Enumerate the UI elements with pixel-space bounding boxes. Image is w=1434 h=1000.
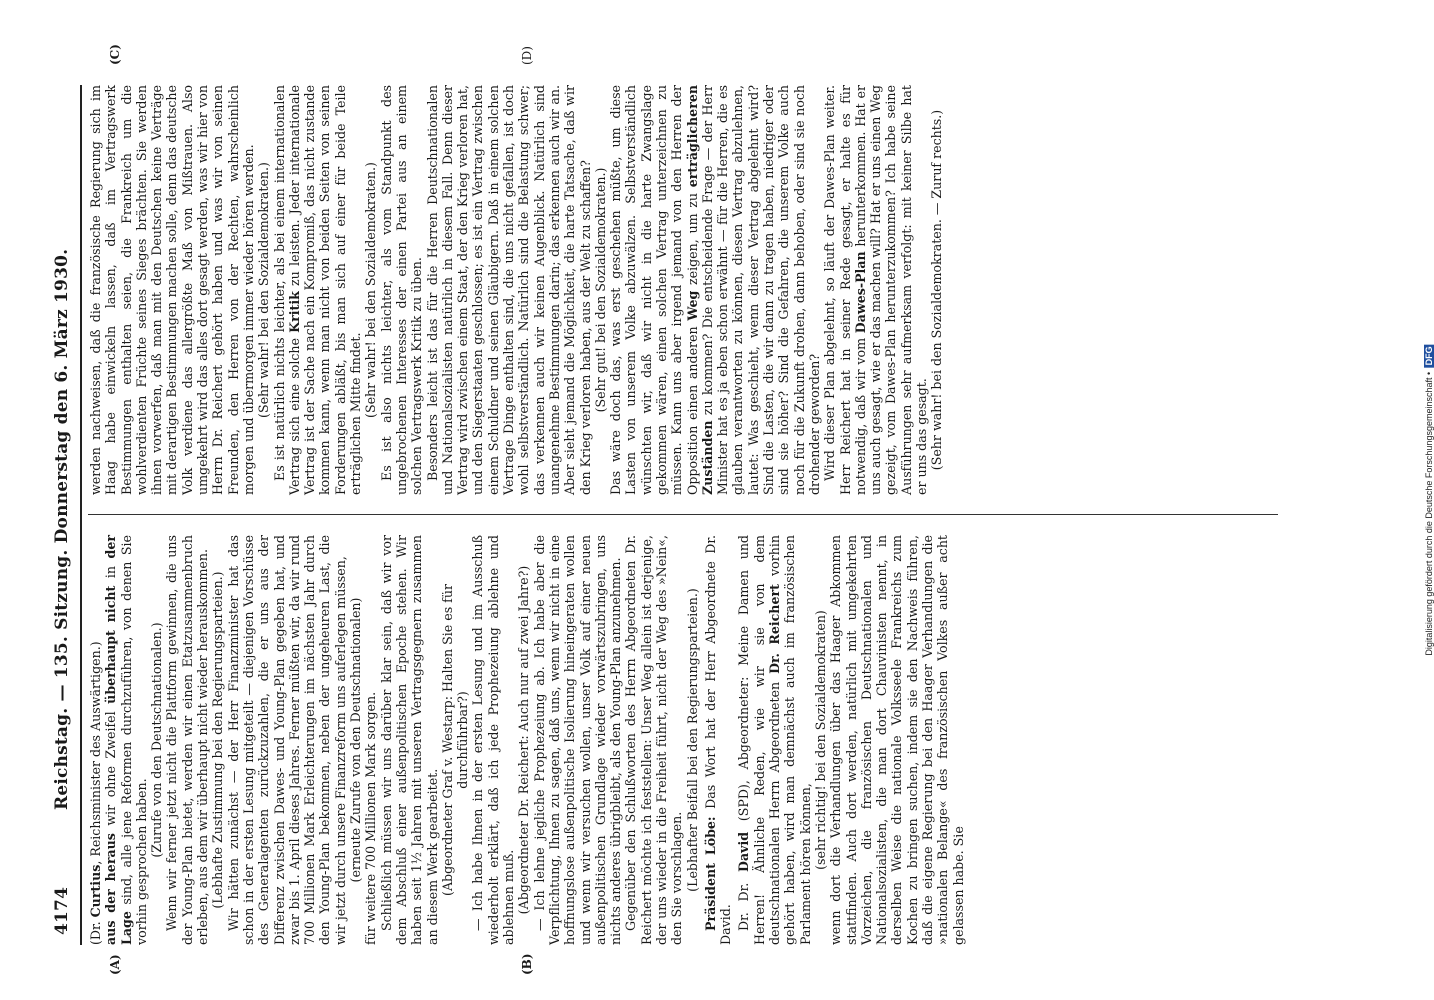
right-column-paragraph: (Sehr wahr! bei den Sozialdemokraten.) [256,162,272,418]
right-column-paragraph: Es ist natürlich nichts leichter, als bei einem internationalen Vertrag sich eine solche Kritik zu leisten. Jeder internationale Vertrag ist der Sache nach ein Kompromiß, das nicht zustande kommen kann, wenn man nicht von beiden Seiten von seinen Forderungen abläßt, bis man sich auf einer für beide Teile erträglichen Mitte findet. [271,85,364,495]
left-column-paragraph: aus der heraus wir ohne Zweifel überhaupt nicht in der Lage sind, alle jene Reformen durchzuführen, von denen Sie vorhin gesprochen haben. [103,535,149,945]
page-number: 4174 [52,886,72,935]
left-column-paragraph: (sehr richtig! bei den Sozialdemokraten) [812,610,828,870]
left-column-paragraph: Gegenüber den Schlußworten des Herrn Abgeordneten Dr. Reichert möchte ich feststellen: Unser Weg allein ist derjenige, der uns wieder in die Freiheit führt, nicht der Weg des »Nein«, den Sie vorschlagen. [623,535,685,945]
left-column-paragraph: Wir hätten zunächst — der Herr Finanzminister hat das schon in der ersten Lesung mitgeteilt — diejenigen Vorschüsse des Generalagenten zurückzuzahlen, die er uns aus der Differenz zwischen Dawes- und Young-Plan gegeben hat, und zwar bis 1. April dieses Jahres. Ferner müßten wir, da wir rund 700 Millionen Mark Erleichterungen im nächsten Jahr durch den Young-Plan bekommen, neben der ungeheuren Last, die wir jetzt durch unsere Finanzreform uns auferlegen müssen, [225,535,348,945]
left-column-paragraph: (Abgeordneter Dr. Reichert: Auch nur auf zwei Jahre?) [516,565,532,915]
right-column-paragraph: (Sehr wahr! bei den Sozialdemokraten. — Zuruf rechts.) [929,109,945,471]
right-column-paragraph: Das wäre doch das, was erst geschehen müßte, um diese Lasten von unserem Volke abzuwälzen. Selbstverständlich wünschten wir, daß wir nicht in die harte Zwangslage gekommen wären, einen solchen Vertrag unterzeichnen zu müssen. Kann uns aber irgend jemand von den Herren der Opposition einen anderen Weg zeigen, um zu erträglicheren Zuständen zu kommen? Die entscheidende Frage — der Herr Minister hat es ja eben schon erwähnt — für die Herren, die es glauben verantworten zu können, diesen Vertrag abzulehnen, lautet: Was geschieht, wenn dieser Vertrag abgelehnt wird? Sind die Lasten, die wir dann zu tragen haben, niedriger oder sind sie höher? Sind die Gefahren, die unserem Volke auch noch für die Zukunft drohen, dann behoben, oder sind sie noch drohender geworden? [608,85,822,495]
left-column-paragraph: — Ich lehne jegliche Prophezeiung ab. Ich habe aber die Verpflichtung, Ihnen zu sagen, daß uns, wenn wir nicht in eine hoffnungslose außenpolitische Isolierung hineingeraten wollen und wenn wir versuchen wollen, unser Volk auf einer neuen außenpolitischen Grundlage wieder vorwärtszubringen, uns nichts anderes übrigbleibt, als den Young-Plan anzunehmen. [531,535,624,945]
left-column-paragraph: Dr. Dr. David (SPD), Abgeordneter: Meine Damen und Herren! Ähnliche Reden, wie wir sie von dem deutschnationalen Herrn Abgeordneten Dr. Reichert vorhin gehört haben, wird man demnächst auch im französischen Parlament hören können, [736,535,813,945]
left-column-paragraph: für weitere 700 Millionen Mark sorgen. [363,691,379,945]
left-column-paragraph: (Abgeordneter Graf v. Westarp: Halten Sie es für durchführbar?) [439,584,471,896]
rotated-page [50,44,1310,975]
margin-marker-c: (C) [108,44,122,65]
left-column-paragraph: (Lebhafte Zustimmung bei den Regierungsparteien.) [210,571,226,909]
header-rule [80,85,82,945]
margin-marker-d: (D) [520,46,534,65]
left-column-paragraph: (Lebhafter Beifall bei den Regierungsparteien.) [684,588,700,892]
right-column-paragraph: Es ist also nichts leichter, als vom Standpunkt des ungebrochenen Interesses der einen Partei aus an einem solchen Vertragswerk Kritik zu üben. [378,85,425,495]
margin-marker-a: (A) [108,954,122,975]
left-column-paragraph: (erneute Zurufe von den Deutschnationalen) [348,597,364,883]
page-title: Reichstag. — 135. Sitzung. Donnerstag den 6. März 1930. [52,248,72,810]
left-column-paragraph: (Dr. Curtius, Reichsminister des Auswärtigen.) [88,641,103,945]
right-column-paragraph: Wird dieser Plan abgelehnt, so läuft der Dawes-Plan weiter. Herr Reichert hat in seiner Rede gesagt, er halte es für notwendig, daß wir vom Dawes-Plan herunterkommen. Hat er uns auch gesagt, wie er das machen will? Hat er uns einen Weg gezeigt, vom Dawes-Plan herunterzukommen? Ich habe seine Ausführungen sehr aufmerksam verfolgt: mit keiner Silbe hat er uns das gesagt. [822,85,930,495]
dfg-logo: DFG [1424,346,1434,366]
right-column-paragraph: werden nachweisen, daß die französische Regierung sich im Haag habe einwickeln lassen, daß im Vertragswerk Bestimmungen enthalten seien, die Frankreich um die wohlverdienten Früchte seines Sieges brächten. Sie werden ihnen vorwerfen, daß man mit den Deutschen keine Verträge mit derartigen Bestimmungen machen solle, denn das deutsche Volk verdiene das allergrößte Maß von Mißtrauen. Also umgekehrt wird das alles dort gesagt werden, was wir hier von Herrn Dr. Reichert gehört haben und was wir von seinen Freunden, den Herren von der Rechten, wahrscheinlich morgen und übermorgen immer wieder hören werden. [88,85,256,495]
right-column [88,85,945,495]
right-column-paragraph: Besonders leicht ist das für die Herren Deutschnationalen und Nationalsozialisten natürlich in diesem Fall. Denn dieser Vertrag wird zwischen einem Staat, der den Krieg verloren hat, und den Siegerstaaten geschlossen; es ist ein Vertrag zwischen einem Schuldner und seinen Gläubigern. Daß in einem solchen Vertrage Dinge enthalten sind, die uns nicht gefallen, ist doch wohl selbstverständlich. Natürlich sind die Belastung schwer; das verkennen auch wir keinen Augenblick. Natürlich sind unangenehme Bestimmungen darin; das erkennen auch wir an. Aber sieht jemand die Möglichkeit, die harte Tatsache, daß wir den Krieg verloren haben, aus der Welt zu schaffen? [424,85,593,495]
right-column-paragraph: (Sehr wahr! bei den Sozialdemokraten.) [363,162,379,418]
margin-marker-b: (B) [520,953,534,975]
left-column [88,535,966,945]
left-column-paragraph: Wenn wir ferner jetzt nicht die Plattform gewinnen, die uns der Young-Plan bietet, werden wir einen Etatzusammenbruch erleben, aus dem wir überhaupt nicht wieder herauskommen. [164,535,211,945]
credit-text: Digitalisierung gefördert durch die Deutsche Forschungsgemeinschaft • [1424,371,1434,656]
right-column-paragraph: (Sehr gut! bei den Sozialdemokraten.) [592,167,608,413]
left-column-paragraph: — Ich habe Ihnen in der ersten Lesung und im Ausschuß wiederholt erklärt, daß ich jede Prophezeiung ablehne und ablehnen muß. [470,535,517,945]
column-divider [88,514,1278,515]
left-column-paragraph: Schließlich müssen wir uns darüber klar sein, daß wir vor dem Abschluß einer außenpolitischen Epoche stehen. Wir haben seit 1½ Jahren mit unseren Vertragsgegnern zusammen an diesem Werk gearbeitet. [378,535,440,945]
left-column-paragraph: wenn dort die Verhandlungen über das Haager Abkommen stattfinden. Auch dort werden, natürlich mit umgekehrten Vorzeichen, die französischen Deutschnationalen und Nationalsozialisten, die man dort Chauvinisten nennt, in derselben Weise die nationale Volksseele Frankreichs zum Kochen zu bringen suchen, indem sie den Nachweis führen, daß die eigene Regierung bei den Haager Verhandlungen die »nationalen Belange« des französischen Volkes außer acht gelassen habe. Sie [828,535,966,945]
left-column-paragraph: (Zurufe von den Deutschnationalen.) [149,622,165,858]
digitization-credit [1424,344,1434,655]
page-header [50,85,76,945]
left-column-paragraph: Präsident Löbe: Das Wort hat der Herr Abgeordnete Dr. David. [702,535,734,945]
